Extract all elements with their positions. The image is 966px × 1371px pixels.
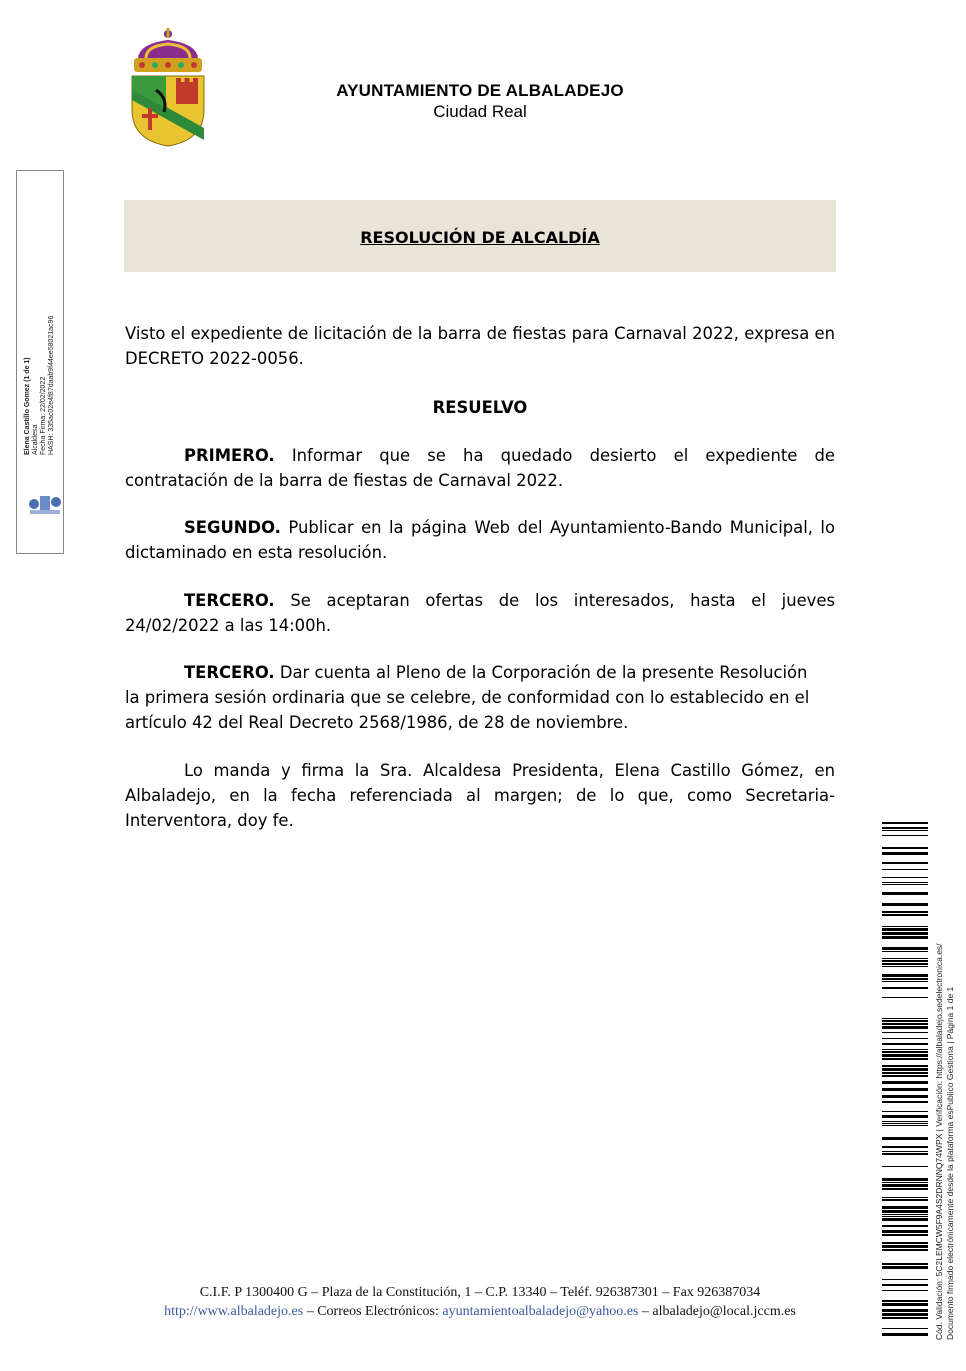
closing-paragraph: Lo manda y firma la Sra. Alcaldesa Presidenta, Elena Castillo Gómez, en Albaladejo, en la fecha referenciada al margen; de lo que, como Secretaria-Interventora, doy fe. (125, 761, 835, 830)
footer-separator: – (638, 1304, 653, 1319)
paragraph-text: Dar cuenta al Pleno de la Corporación de la presente Resolución la primera sesión ordinaria que se celebre, de conformidad con lo establecido en el artículo 42 del Real Decreto 2568/1986, de 28 de noviembre. (125, 663, 810, 732)
paragraph-primero (125, 443, 835, 493)
footer-address: C.I.F. P 1300400 G – Plaza de la Constitución, 1 – C.P. 13340 – Teléf. 926387301 – Fax 926387034 (199, 1285, 761, 1300)
resolvelo-heading: RESUELVO (432, 398, 528, 417)
paragraph-label: PRIMERO. (184, 446, 275, 465)
city-name: Ciudad Real (433, 102, 527, 121)
paragraph-label: TERCERO. (184, 591, 275, 610)
paragraph-tercero (125, 588, 835, 638)
email-link-jccm[interactable]: albaladejo@local.jccm.es (652, 1304, 796, 1319)
email-link-yahoo[interactable]: ayuntamientoalbaladejo@yahoo.es (442, 1304, 639, 1319)
signer-name: Elena Castillo Gomez (1 de 1) (24, 357, 31, 455)
signature-hash: HASH: 335ac02e4f87daab9f44ee58021ac96 (48, 315, 55, 455)
page-title: RESOLUCIÓN DE ALCALDÍA (360, 228, 600, 247)
verification-line-1: Cód. Validación: 5C2LEMCW5F9A4S2DRNNQ74WPX | Verificación: https://albaladejo.sedelectronica.es/ (934, 943, 944, 1340)
footer-separator: – Correos Electrónicos: (303, 1304, 443, 1319)
organization-name: AYUNTAMIENTO DE ALBALADEJO (336, 81, 624, 100)
verification-line-2: Documento firmado electrónicamente desde la plataforma esPublico Gestiona | Página 1 de 1 (945, 986, 955, 1340)
signature-details (24, 275, 56, 455)
signature-date: Fecha Firma: 22/02/2022 (40, 376, 47, 455)
verification-text (934, 820, 956, 1340)
intro-paragraph: Visto el expediente de licitación de la barra de fiestas para Carnaval 2022, expresa en DECRETO 2022-0056. (125, 324, 835, 368)
seal-icon (26, 490, 64, 516)
resolution-title-box (124, 200, 836, 272)
paragraph-segundo (125, 515, 835, 565)
website-link[interactable]: http://www.albaladejo.es (164, 1304, 304, 1319)
paragraph-text: Publicar en la página Web del Ayuntamiento-Bando Municipal, lo dictaminado en esta resolución. (125, 518, 835, 562)
barcode-icon (882, 822, 928, 1340)
paragraph-label: SEGUNDO. (184, 518, 281, 537)
paragraph-label: TERCERO. (184, 663, 275, 682)
paragraph-tercero-2 (125, 660, 825, 735)
footer-contacts (80, 1304, 880, 1320)
municipal-coat-of-arms-icon (126, 28, 210, 148)
signer-role: Alcaldesa (32, 424, 39, 455)
paragraph-text: Se aceptaran ofertas de los interesados, hasta el jueves 24/02/2022 a las 14:00h. (125, 591, 835, 635)
paragraph-text: Informar que se ha quedado desierto el expediente de contratación de la barra de fiestas de Carnaval 2022. (125, 446, 835, 490)
